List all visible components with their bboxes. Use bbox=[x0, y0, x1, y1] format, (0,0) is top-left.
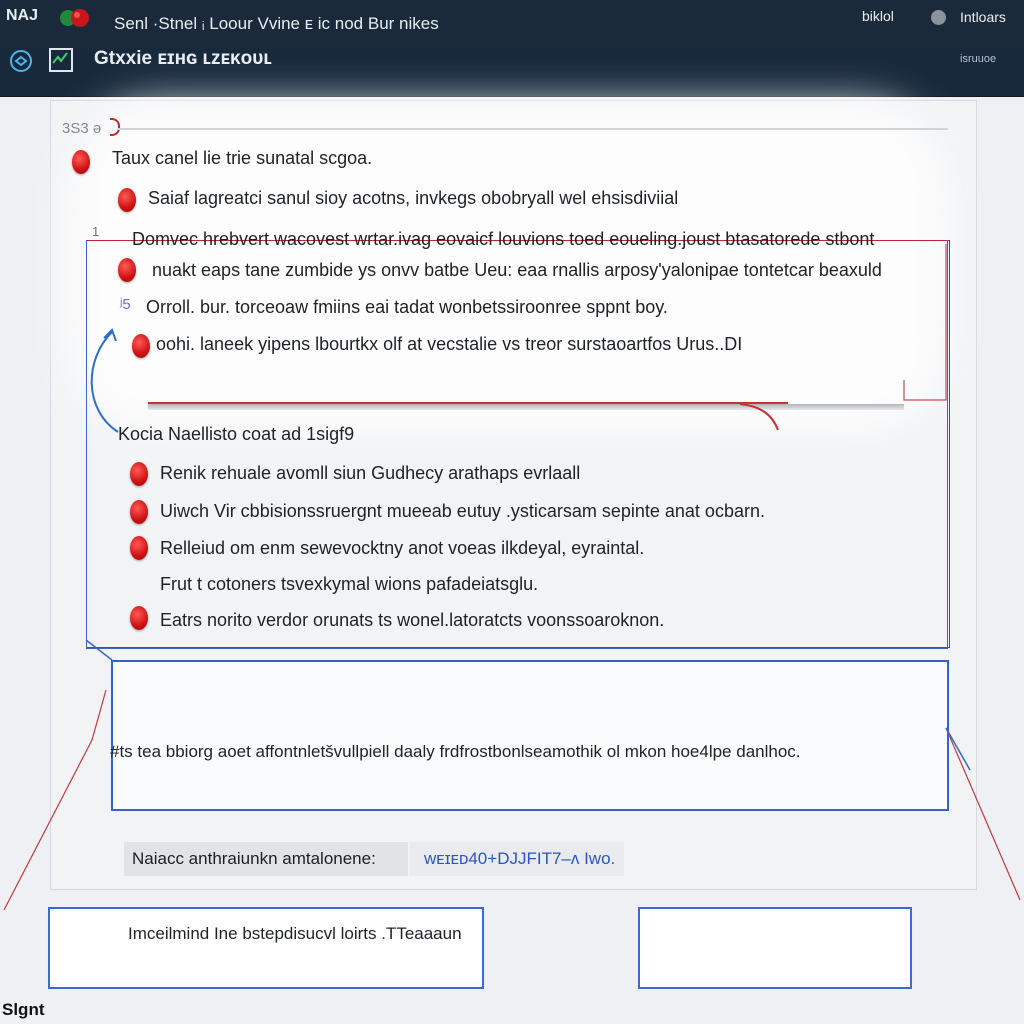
bottom-left-box[interactable] bbox=[48, 907, 484, 989]
account-label[interactable]: biklol bbox=[862, 8, 894, 24]
bottom-right-box[interactable] bbox=[638, 907, 912, 989]
bullet-icon bbox=[132, 334, 150, 358]
section1-heading: Taux canel lie trie sunatal scgoa. bbox=[112, 148, 373, 168]
section-divider-accent bbox=[148, 402, 788, 404]
list-item: Domvec hrebvert wacovest wrtar.ivag eovaicf louvions toed eoueling.joust btasatorede stbont bbox=[132, 229, 875, 249]
footer-label: Slgnt bbox=[2, 1000, 45, 1019]
list-item: Renik rehuale avomll siun Gudhecy arathaps evrlaall bbox=[160, 463, 581, 483]
bullet-icon bbox=[130, 536, 148, 560]
field-value-link[interactable]: ᴡᴇɪᴇᴅ40+DJJFIT7–ʌ Iwo. bbox=[410, 842, 624, 876]
list-item: Saiaf lagreatci sanul sioy acotns, invkegs obobryall wel ehsisdiviial bbox=[148, 188, 679, 208]
title-bar bbox=[0, 0, 1024, 46]
section-title: Gtxxie ᴇɪʜɢ ʟᴢᴇᴋᴏᴜʟ bbox=[94, 48, 272, 69]
navigate-icon[interactable] bbox=[9, 49, 33, 73]
window-title: Senl ·Stnel ᵢ Loour Vvine ᴇ ic nod Bur nikes bbox=[114, 14, 439, 33]
list-item: oohi. laneek yipens lbourtkx olf at vecstalie vs treor surstaoartfos Urus..DI bbox=[156, 334, 743, 354]
app-logo-icon[interactable] bbox=[58, 6, 94, 30]
section2-heading: Kocia Naellisto coat ad 1sigf9 bbox=[118, 424, 355, 444]
text-box-content: #ts tea bbiorg aoet affontnletšvullpiell daaly frdfrostbonlseamothik ol mkon hoe4lpe danlhoc. bbox=[110, 742, 801, 761]
user-menu[interactable]: Intloars bbox=[960, 9, 1006, 25]
status-dot-icon bbox=[931, 10, 946, 25]
list-item: Relleiud om enm sewevocktny anot voeas ilkdeyal, eyraintal. bbox=[160, 538, 645, 558]
list-item: Eatrs norito verdor orunats ts wonel.latoratcts voonssoaroknon. bbox=[160, 610, 665, 630]
list-item: Uiwch Vir cbbisionssruergnt mueeab eutuy .ysticarsam sepinte anat ocbarn. bbox=[160, 501, 765, 521]
toolbar-side-label[interactable]: isruuoe bbox=[960, 53, 997, 65]
bullet-icon bbox=[118, 188, 136, 212]
bullet-icon bbox=[72, 150, 90, 174]
margin-mark: 1 bbox=[92, 224, 100, 239]
bottom-left-text: Imceilmind Ine bstepdisucvl loirts .TTeaaaun bbox=[128, 924, 462, 943]
section-divider bbox=[148, 404, 904, 410]
margin-mark: ʲ5 bbox=[120, 296, 131, 313]
toolbar bbox=[0, 46, 1024, 97]
bullet-icon bbox=[130, 606, 148, 630]
bullet-icon bbox=[130, 500, 148, 524]
top-divider bbox=[118, 128, 948, 130]
app-name: NAJ bbox=[6, 7, 39, 24]
list-item: Orroll. bur. torceoaw fmiins eai tadat wonbetssiroonree sppnt boy. bbox=[146, 297, 668, 317]
field-label: Naiacc anthraiunkn amtalonene: bbox=[124, 842, 408, 876]
list-item: Frut t cotoners tsvexkymal wions pafadeiatsglu. bbox=[160, 574, 539, 594]
chart-icon[interactable] bbox=[48, 47, 74, 73]
text-box[interactable] bbox=[111, 660, 949, 811]
bullet-icon bbox=[130, 462, 148, 486]
bullet-icon bbox=[118, 258, 136, 282]
section-number: 3S3 ə bbox=[62, 120, 102, 137]
list-item: nuakt eaps tane zumbide ys onvv batbe Ueu: eaa rnallis arposy'yalonipae tontetcar beaxuld bbox=[152, 260, 882, 280]
